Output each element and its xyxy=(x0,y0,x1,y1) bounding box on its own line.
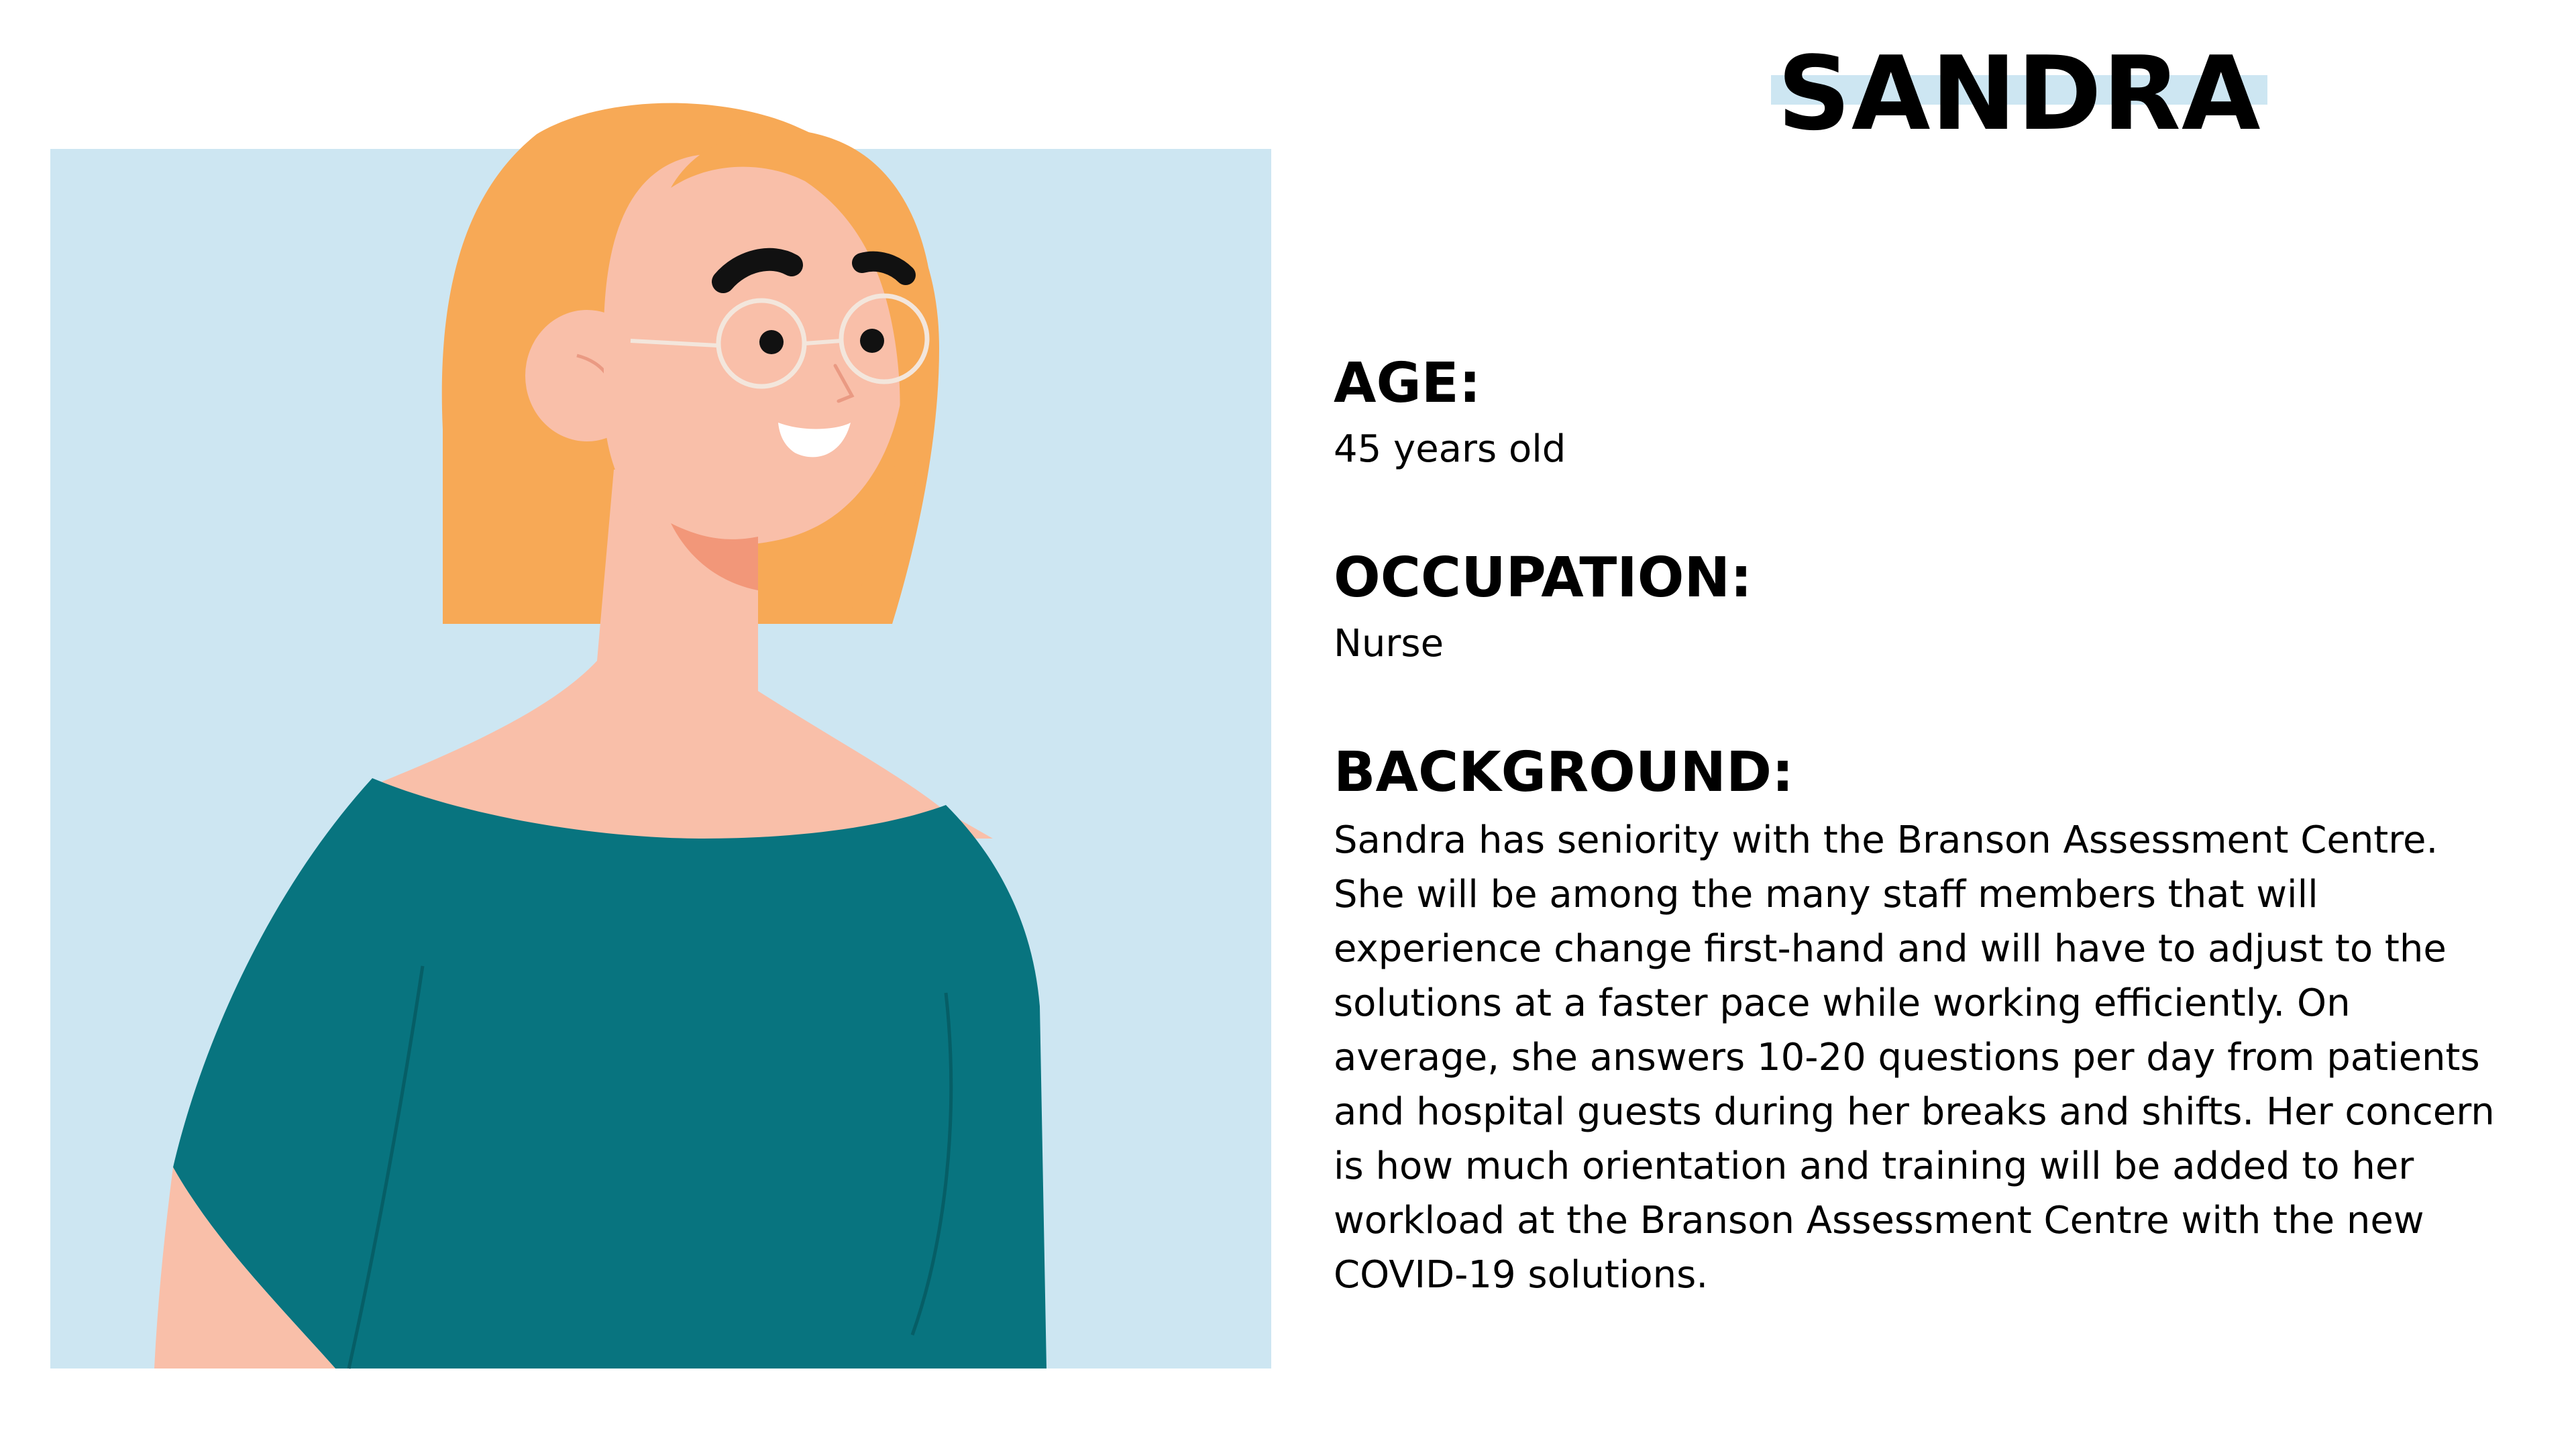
age-label: AGE: xyxy=(1334,352,1481,415)
right-eye xyxy=(860,329,884,353)
occupation-section xyxy=(1334,543,2514,669)
persona-details xyxy=(1334,349,2514,1371)
persona-title xyxy=(1771,27,2267,161)
persona-name: SANDRA xyxy=(1777,34,2261,153)
background-section xyxy=(1334,738,2514,1302)
age-section xyxy=(1334,349,2514,475)
age-value: 45 years old xyxy=(1334,427,1566,471)
background-text: Sandra has seniority with the Branson Assessment Centre. She will be among the many staff members that will experience change first-hand and will have to adjust to the solutions at a faster pace while working efficiently. On average, she answers 10-20 questions per day from patients and hospital guests during her breaks and shifts. Her concern is how much orientation and training will be added to her workload at the Branson Assessment Centre with the new COVID-19 solutions. xyxy=(1334,818,2495,1297)
left-eye xyxy=(759,330,784,354)
occupation-value: Nurse xyxy=(1334,622,1444,665)
background-label: BACKGROUND: xyxy=(1334,741,1794,804)
glasses-bridge xyxy=(804,341,841,343)
occupation-label: OCCUPATION: xyxy=(1334,546,1752,610)
shirt xyxy=(173,778,1046,1368)
